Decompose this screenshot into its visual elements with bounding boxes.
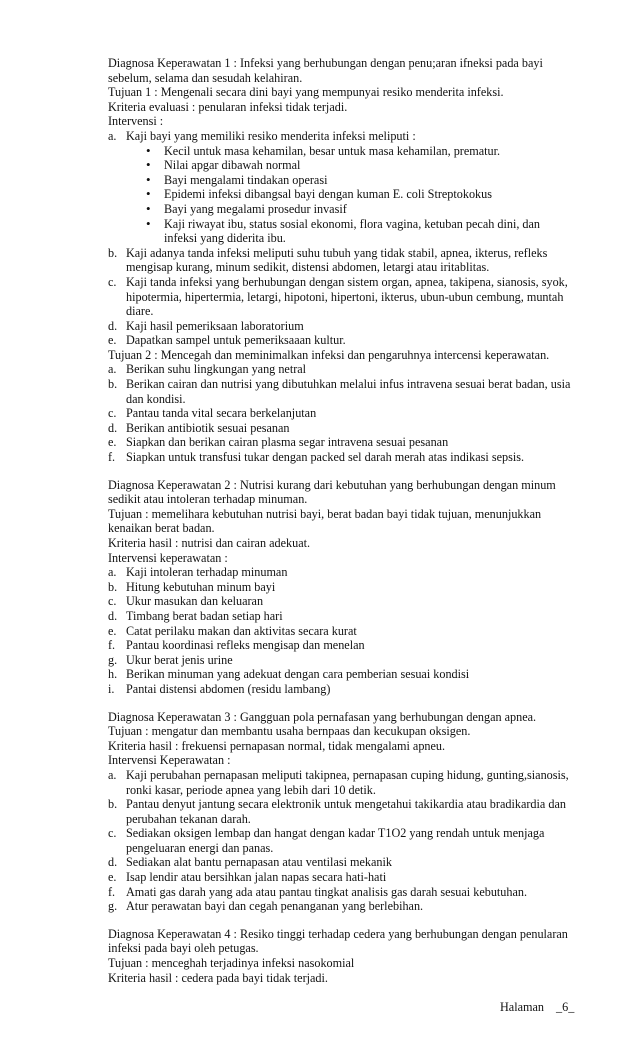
list-marker: f. — [108, 450, 116, 465]
page-footer — [500, 1000, 574, 1015]
diagnosis-3-goal: Tujuan : mengatur dan membantu usaha bernpaas dan kecukupan oksigen. — [108, 724, 471, 739]
list-marker: b. — [108, 377, 118, 392]
list-item-text: Pantau tanda vital secara berkelanjutan — [126, 406, 317, 421]
list-item-text: Berikan minuman yang adekuat dengan cara pemberian sesuai kondisi — [126, 667, 470, 682]
bullet-item: • Kaji riwayat ibu, status sosial ekonomi, flora vagina, ketuban pecah dini, dan infeksi yang diderita ibu. — [126, 217, 574, 246]
list-item-text: Pantau koordinasi refleks mengisap dan menelan — [126, 638, 365, 653]
list-marker: a. — [108, 362, 117, 377]
list-item — [108, 609, 574, 624]
list-item — [108, 435, 574, 450]
list-marker: g. — [108, 652, 118, 667]
list-item — [108, 129, 574, 246]
list-item-text: Kaji adanya tanda infeksi meliputi suhu tubuh yang tidak stabil, apnea, ikterus, refleks mengisap kurang, minum sedikit, distensi abdomen, letargi atau iritablitas. — [126, 245, 548, 275]
diagnosis-2-intervention-label: Intervensi keperawatan : — [108, 550, 228, 565]
list-item — [108, 333, 574, 348]
list-item — [108, 682, 574, 697]
list-item-text: Atur perawatan bayi dan cegah penanganan yang berlebihan. — [126, 899, 424, 914]
list-item-text: Timbang berat badan setiap hari — [126, 608, 283, 623]
list-marker: e. — [108, 623, 117, 638]
list-item — [108, 870, 574, 885]
list-marker: f. — [108, 884, 116, 899]
list-item — [108, 768, 574, 797]
list-item — [108, 565, 574, 580]
list-item — [108, 450, 574, 465]
bullet-item: • Nilai apgar dibawah normal — [126, 158, 574, 173]
risk-factor-bullets — [126, 144, 574, 246]
list-item-text: Hitung kebutuhan minum bayi — [126, 579, 276, 594]
page-number: _6_ — [556, 1000, 575, 1014]
list-marker: e. — [108, 333, 117, 348]
section-spacer — [108, 914, 574, 927]
list-marker: f. — [108, 638, 116, 653]
list-marker: d. — [108, 608, 118, 623]
diagnosis-2-criteria: Kriteria hasil : nutrisi dan cairan adekuat. — [108, 536, 311, 550]
section-diagnosis-2 — [108, 478, 574, 697]
list-item — [108, 667, 574, 682]
document-page — [108, 56, 574, 985]
diagnosis-1-interventions — [108, 129, 574, 348]
list-item-text: Kaji perubahan pernapasan meliputi takipnea, pernapasan cuping hidung, gunting,sianosis, ronki kasar, periode apnea yang lebih dari 10 detik. — [126, 767, 569, 797]
diagnosis-1-goal-2: Tujuan 2 : Mencegah dan meminimalkan infeksi dan pengaruhnya intercensi keperawatan. — [108, 347, 550, 362]
section-diagnosis-3 — [108, 710, 574, 914]
list-item — [108, 638, 574, 653]
list-item — [108, 594, 574, 609]
list-marker: d. — [108, 318, 118, 333]
diagnosis-2-interventions — [108, 565, 574, 696]
list-item-text: Pantau denyut jantung secara elektronik untuk mengetahui takikardia atau bradikardia dan perubahan tekanan darah. — [126, 797, 566, 826]
list-item — [108, 899, 574, 914]
list-item-text: Berikan antibiotik sesuai pesanan — [126, 420, 290, 435]
diagnosis-1-title: Diagnosa Keperawatan 1 : Infeksi yang berhubungan dengan penu;aran ifneksi pada bayi sebelum, selama dan sesudah kelahiran. — [108, 56, 543, 85]
list-item-text: Dapatkan sampel untuk pemeriksaaan kultur. — [126, 333, 346, 348]
section-spacer — [108, 465, 574, 478]
list-marker: a. — [108, 128, 117, 143]
list-item — [108, 406, 574, 421]
list-item-text: Berikan cairan dan nutrisi yang dibutuhkan melalui infus intravena sesuai berat badan, usia dan kondisi. — [126, 377, 571, 406]
list-item — [108, 580, 574, 595]
list-item-text: Catat perilaku makan dan aktivitas secara kurat — [126, 623, 357, 638]
list-marker: h. — [108, 667, 118, 682]
list-item — [108, 624, 574, 639]
list-item — [108, 377, 574, 406]
list-item-text: Kaji tanda infeksi yang berhubungan dengan sistem organ, apnea, takipena, sianosis, syok, hipotermia, hipertermia, letargi, hipotoni, hipertoni, ikterus, ubun-ubun cembung, muntah diare. — [126, 274, 568, 319]
list-item — [108, 885, 574, 900]
bullet-item: • Bayi mengalami tindakan operasi — [126, 173, 574, 188]
diagnosis-4-title: Diagnosa Keperawatan 4 : Resiko tinggi terhadap cedera yang berhubungan dengan penularan infeksi pada bayi oleh petugas. — [108, 926, 568, 956]
list-item — [108, 362, 574, 377]
diagnosis-2-title: Diagnosa Keperawatan 2 : Nutrisi kurang dari kebutuhan yang berhubungan dengan minum sedikit atau intoleran terhadap minuman. — [108, 477, 556, 507]
diagnosis-1-goal-2-interventions — [108, 362, 574, 464]
list-item-text: Isap lendir atau bersihkan jalan napas secara hati-hati — [126, 870, 387, 885]
diagnosis-1-intervention-label: Intervensi : — [108, 114, 164, 129]
list-marker: b. — [108, 245, 118, 260]
list-item — [108, 826, 574, 855]
list-marker: c. — [108, 594, 117, 609]
list-item — [108, 246, 574, 275]
list-marker: c. — [108, 826, 117, 841]
diagnosis-1-criteria: Kriteria evaluasi : penularan infeksi tidak terjadi. — [108, 99, 348, 114]
list-item-text: Kaji hasil pemeriksaan laboratorium — [126, 318, 304, 333]
section-spacer — [108, 697, 574, 710]
list-item-text: Amati gas darah yang ada atau pantau tingkat analisis gas darah sesuai kebutuhan. — [126, 884, 528, 899]
list-item-text: Siapkan dan berikan cairan plasma segar intravena sesuai pesanan — [126, 435, 449, 450]
list-marker: d. — [108, 855, 118, 870]
list-marker: d. — [108, 420, 118, 435]
list-item-text: Siapkan untuk transfusi tukar dengan packed sel darah merah atas indikasi sepsis. — [126, 450, 525, 465]
list-item-text: Kaji intoleran terhadap minuman — [126, 565, 288, 580]
section-diagnosis-4 — [108, 927, 574, 985]
list-item-text: Pantai distensi abdomen (residu lambang) — [126, 681, 331, 696]
list-item-text: Kaji bayi yang memiliki resiko menderita infeksi meliputi : — [126, 128, 416, 143]
diagnosis-2-goal: Tujuan : memelihara kebutuhan nutrisi bayi, berat badan bayi tidak tujuan, menunjukkan kenaikan berat badan. — [108, 506, 542, 536]
list-item-text: Sediakan oksigen lembap dan hangat dengan kadar T1O2 yang rendah untuk menjaga pengeluaran energi dan panas. — [126, 826, 545, 855]
list-item — [108, 421, 574, 436]
list-item — [108, 797, 574, 826]
section-diagnosis-1 — [108, 56, 574, 465]
list-marker: i. — [108, 681, 115, 696]
list-item — [108, 319, 574, 334]
diagnosis-3-criteria: Kriteria hasil : frekuensi pernapasan normal, tidak mengalami apneu. — [108, 738, 446, 753]
diagnosis-3-interventions — [108, 768, 574, 914]
bullet-item: • Bayi yang megalami prosedur invasif — [126, 202, 574, 217]
list-item — [108, 855, 574, 870]
bullet-item: • Epidemi infeksi dibangsal bayi dengan kuman E. coli Streptokokus — [126, 187, 574, 202]
list-marker: c. — [108, 406, 117, 421]
list-item-text: Berikan suhu lingkungan yang netral — [126, 362, 307, 377]
diagnosis-3-title: Diagnosa Keperawatan 3 : Gangguan pola pernafasan yang berhubungan dengan apnea. — [108, 709, 537, 724]
diagnosis-4-goal: Tujuan : menceghah terjadinya infeksi nasokomial — [108, 956, 355, 971]
list-marker: g. — [108, 899, 118, 914]
list-marker: a. — [108, 565, 117, 580]
diagnosis-1-goal-1: Tujuan 1 : Mengenali secara dini bayi yang mempunyai resiko menderita infeksi. — [108, 85, 504, 100]
list-item-text: Ukur berat jenis urine — [126, 652, 233, 667]
list-marker: b. — [108, 579, 118, 594]
page-label: Halaman — [500, 1000, 544, 1014]
list-item — [108, 653, 574, 668]
diagnosis-4-criteria: Kriteria hasil : cedera pada bayi tidak terjadi. — [108, 970, 328, 985]
bullet-item: • Kecil untuk masa kehamilan, besar untuk masa kehamilan, prematur. — [126, 144, 574, 159]
list-marker: e. — [108, 870, 117, 885]
list-marker: e. — [108, 435, 117, 450]
list-item — [108, 275, 574, 319]
list-item-text: Ukur masukan dan keluaran — [126, 594, 264, 609]
list-marker: c. — [108, 274, 117, 289]
list-marker: b. — [108, 797, 118, 812]
list-marker: a. — [108, 767, 117, 782]
diagnosis-3-intervention-label: Intervensi Keperawatan : — [108, 753, 231, 768]
list-item-text: Sediakan alat bantu pernapasan atau ventilasi mekanik — [126, 855, 392, 870]
